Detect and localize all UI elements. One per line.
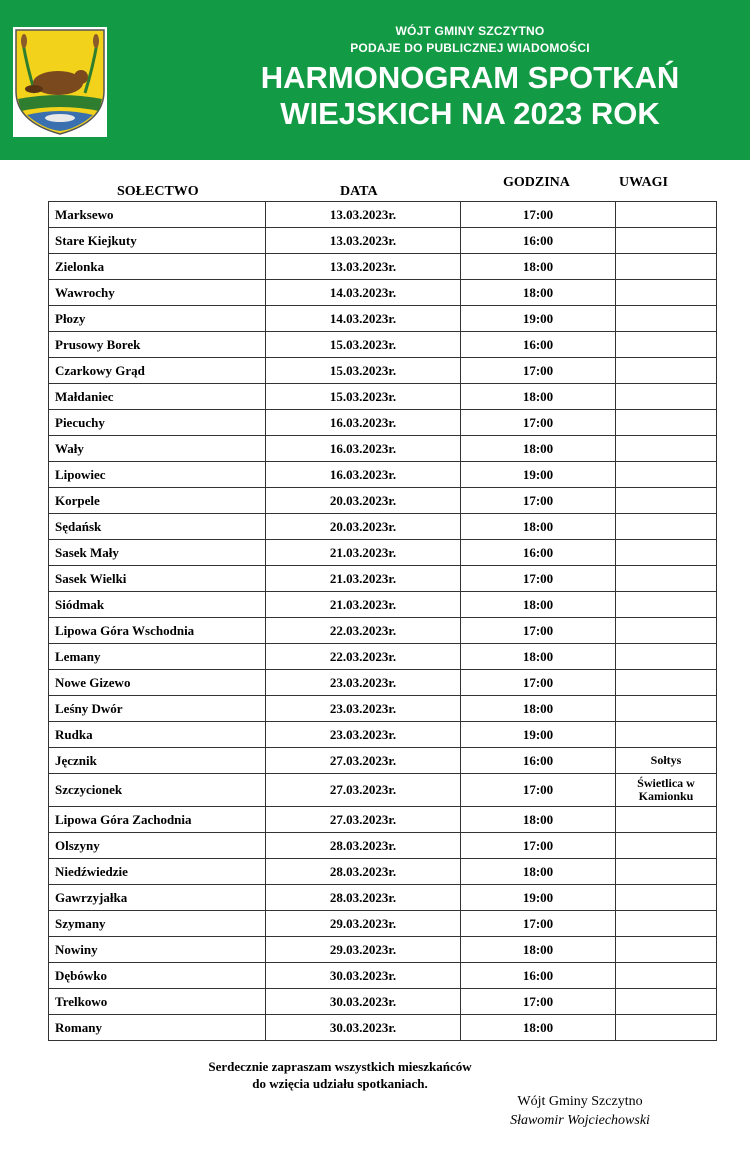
cell-godzina: 16:00 (461, 540, 616, 566)
cell-uwagi (616, 410, 717, 436)
cell-data: 16.03.2023r. (266, 436, 461, 462)
cell-godzina: 18:00 (461, 1015, 616, 1041)
cell-data: 15.03.2023r. (266, 358, 461, 384)
cell-data: 29.03.2023r. (266, 937, 461, 963)
cell-uwagi (616, 566, 717, 592)
cell-data: 14.03.2023r. (266, 280, 461, 306)
cell-godzina: 16:00 (461, 228, 616, 254)
cell-uwagi (616, 436, 717, 462)
cell-solectwo: Trelkowo (49, 989, 266, 1015)
table-row (49, 566, 717, 592)
cell-solectwo: Nowe Gizewo (49, 670, 266, 696)
cell-godzina: 18:00 (461, 514, 616, 540)
cell-data: 27.03.2023r. (266, 807, 461, 833)
cell-uwagi (616, 358, 717, 384)
cell-uwagi (616, 618, 717, 644)
cell-solectwo: Dębówko (49, 963, 266, 989)
table-row (49, 774, 717, 807)
column-header-solectwo: SOŁECTWO (117, 184, 199, 199)
cell-data: 13.03.2023r. (266, 202, 461, 228)
cell-solectwo: Piecuchy (49, 410, 266, 436)
cell-uwagi (616, 592, 717, 618)
cell-uwagi (616, 885, 717, 911)
cell-godzina: 18:00 (461, 254, 616, 280)
table-row (49, 885, 717, 911)
cell-godzina: 17:00 (461, 358, 616, 384)
signature-block (480, 1092, 680, 1130)
cell-uwagi (616, 462, 717, 488)
cell-godzina: 19:00 (461, 306, 616, 332)
column-header-uwagi: UWAGI (619, 175, 669, 190)
table-row (49, 1015, 717, 1041)
table-row (49, 332, 717, 358)
cell-uwagi (616, 280, 717, 306)
header-line2: PODAJE DO PUBLICZNEJ WIADOMOŚCI (350, 41, 590, 55)
table-row (49, 540, 717, 566)
table-row (49, 488, 717, 514)
cell-uwagi (616, 254, 717, 280)
cell-data: 21.03.2023r. (266, 566, 461, 592)
cell-data: 14.03.2023r. (266, 306, 461, 332)
cell-data: 20.03.2023r. (266, 488, 461, 514)
cell-godzina: 17:00 (461, 774, 616, 807)
cell-godzina: 19:00 (461, 722, 616, 748)
cell-uwagi (616, 911, 717, 937)
table-row (49, 410, 717, 436)
cell-solectwo: Siódmak (49, 592, 266, 618)
cell-uwagi (616, 859, 717, 885)
cell-godzina: 16:00 (461, 963, 616, 989)
cell-data: 22.03.2023r. (266, 644, 461, 670)
coat-of-arms-beaver-icon (13, 27, 107, 137)
cell-data: 21.03.2023r. (266, 592, 461, 618)
cell-uwagi (616, 306, 717, 332)
cell-solectwo: Zielonka (49, 254, 266, 280)
cell-solectwo: Niedźwiedzie (49, 859, 266, 885)
table-row (49, 306, 717, 332)
cell-godzina: 17:00 (461, 833, 616, 859)
cell-solectwo: Lemany (49, 644, 266, 670)
header-banner (0, 0, 750, 160)
cell-solectwo: Wawrochy (49, 280, 266, 306)
table-row (49, 989, 717, 1015)
cell-godzina: 18:00 (461, 384, 616, 410)
cell-data: 23.03.2023r. (266, 722, 461, 748)
table-row (49, 514, 717, 540)
column-header-godzina: GODZINA (503, 175, 570, 190)
table-row (49, 722, 717, 748)
cell-data: 28.03.2023r. (266, 885, 461, 911)
cell-solectwo: Gawrzyjałka (49, 885, 266, 911)
cell-solectwo: Małdaniec (49, 384, 266, 410)
cell-solectwo: Marksewo (49, 202, 266, 228)
cell-godzina: 17:00 (461, 202, 616, 228)
cell-data: 29.03.2023r. (266, 911, 461, 937)
cell-data: 13.03.2023r. (266, 254, 461, 280)
table-row (49, 384, 717, 410)
cell-solectwo: Jęcznik (49, 748, 266, 774)
table-row (49, 859, 717, 885)
table-row (49, 358, 717, 384)
table-row (49, 462, 717, 488)
cell-godzina: 18:00 (461, 696, 616, 722)
cell-solectwo: Olszyny (49, 833, 266, 859)
cell-data: 16.03.2023r. (266, 462, 461, 488)
cell-data: 21.03.2023r. (266, 540, 461, 566)
title-line2: WIEJSKICH NA 2023 ROK (280, 96, 660, 131)
table-row (49, 436, 717, 462)
cell-solectwo: Romany (49, 1015, 266, 1041)
table-row (49, 644, 717, 670)
table-row (49, 592, 717, 618)
column-header-data: DATA (340, 184, 378, 199)
signature-name: Sławomir Wojciechowski (510, 1113, 650, 1128)
cell-uwagi (616, 833, 717, 859)
cell-uwagi (616, 540, 717, 566)
cell-uwagi (616, 488, 717, 514)
cell-data: 16.03.2023r. (266, 410, 461, 436)
cell-data: 15.03.2023r. (266, 384, 461, 410)
cell-uwagi (616, 228, 717, 254)
schedule-table (48, 201, 717, 1041)
cell-data: 22.03.2023r. (266, 618, 461, 644)
cell-godzina: 19:00 (461, 885, 616, 911)
cell-uwagi: Świetlica w Kamionku (616, 774, 717, 807)
cell-data: 30.03.2023r. (266, 1015, 461, 1041)
cell-data: 27.03.2023r. (266, 748, 461, 774)
cell-uwagi (616, 332, 717, 358)
table-row (49, 833, 717, 859)
signature-title: Wójt Gminy Szczytno (517, 1094, 643, 1109)
table-row (49, 228, 717, 254)
invitation-text (140, 1058, 540, 1092)
cell-godzina: 18:00 (461, 859, 616, 885)
cell-godzina: 16:00 (461, 748, 616, 774)
table-row (49, 807, 717, 833)
cell-godzina: 18:00 (461, 436, 616, 462)
cell-solectwo: Leśny Dwór (49, 696, 266, 722)
cell-godzina: 18:00 (461, 592, 616, 618)
cell-uwagi (616, 963, 717, 989)
cell-godzina: 18:00 (461, 807, 616, 833)
table-row (49, 937, 717, 963)
cell-godzina: 17:00 (461, 618, 616, 644)
cell-uwagi (616, 384, 717, 410)
cell-uwagi (616, 202, 717, 228)
cell-godzina: 18:00 (461, 644, 616, 670)
cell-godzina: 18:00 (461, 937, 616, 963)
cell-godzina: 19:00 (461, 462, 616, 488)
invitation-line1: Serdecznie zapraszam wszystkich mieszkańców (208, 1059, 472, 1074)
cell-godzina: 17:00 (461, 410, 616, 436)
table-row (49, 911, 717, 937)
header-line1: WÓJT GMINY SZCZYTNO (395, 24, 545, 38)
cell-godzina: 16:00 (461, 332, 616, 358)
cell-solectwo: Prusowy Borek (49, 332, 266, 358)
cell-godzina: 17:00 (461, 670, 616, 696)
cell-data: 15.03.2023r. (266, 332, 461, 358)
cell-data: 30.03.2023r. (266, 963, 461, 989)
cell-data: 23.03.2023r. (266, 670, 461, 696)
table-row (49, 254, 717, 280)
schedule-table-body (49, 202, 717, 1041)
cell-godzina: 17:00 (461, 488, 616, 514)
cell-data: 27.03.2023r. (266, 774, 461, 807)
cell-uwagi (616, 670, 717, 696)
cell-data: 13.03.2023r. (266, 228, 461, 254)
table-row (49, 280, 717, 306)
cell-solectwo: Korpele (49, 488, 266, 514)
cell-data: 28.03.2023r. (266, 859, 461, 885)
cell-uwagi (616, 989, 717, 1015)
table-row (49, 748, 717, 774)
title-line1: HARMONOGRAM SPOTKAŃ (260, 60, 680, 95)
table-row (49, 618, 717, 644)
cell-solectwo: Nowiny (49, 937, 266, 963)
table-row (49, 696, 717, 722)
cell-uwagi (616, 722, 717, 748)
cell-uwagi (616, 644, 717, 670)
cell-solectwo: Szczycionek (49, 774, 266, 807)
cell-solectwo: Sasek Mały (49, 540, 266, 566)
cell-uwagi (616, 1015, 717, 1041)
cell-solectwo: Lipowa Góra Wschodnia (49, 618, 266, 644)
table-row (49, 670, 717, 696)
cell-solectwo: Płozy (49, 306, 266, 332)
cell-solectwo: Rudka (49, 722, 266, 748)
table-row (49, 202, 717, 228)
table-row (49, 963, 717, 989)
cell-uwagi: Sołtys (616, 748, 717, 774)
cell-solectwo: Lipowiec (49, 462, 266, 488)
cell-data: 20.03.2023r. (266, 514, 461, 540)
cell-solectwo: Szymany (49, 911, 266, 937)
cell-godzina: 17:00 (461, 989, 616, 1015)
cell-data: 28.03.2023r. (266, 833, 461, 859)
cell-godzina: 18:00 (461, 280, 616, 306)
cell-solectwo: Lipowa Góra Zachodnia (49, 807, 266, 833)
cell-data: 23.03.2023r. (266, 696, 461, 722)
cell-uwagi (616, 514, 717, 540)
cell-solectwo: Stare Kiejkuty (49, 228, 266, 254)
cell-solectwo: Sasek Wielki (49, 566, 266, 592)
cell-solectwo: Czarkowy Grąd (49, 358, 266, 384)
cell-uwagi (616, 937, 717, 963)
cell-solectwo: Wały (49, 436, 266, 462)
cell-uwagi (616, 696, 717, 722)
invitation-line2: do wzięcia udziału spotkaniach. (252, 1076, 428, 1091)
cell-uwagi (616, 807, 717, 833)
cell-godzina: 17:00 (461, 911, 616, 937)
cell-godzina: 17:00 (461, 566, 616, 592)
cell-data: 30.03.2023r. (266, 989, 461, 1015)
cell-solectwo: Sędańsk (49, 514, 266, 540)
